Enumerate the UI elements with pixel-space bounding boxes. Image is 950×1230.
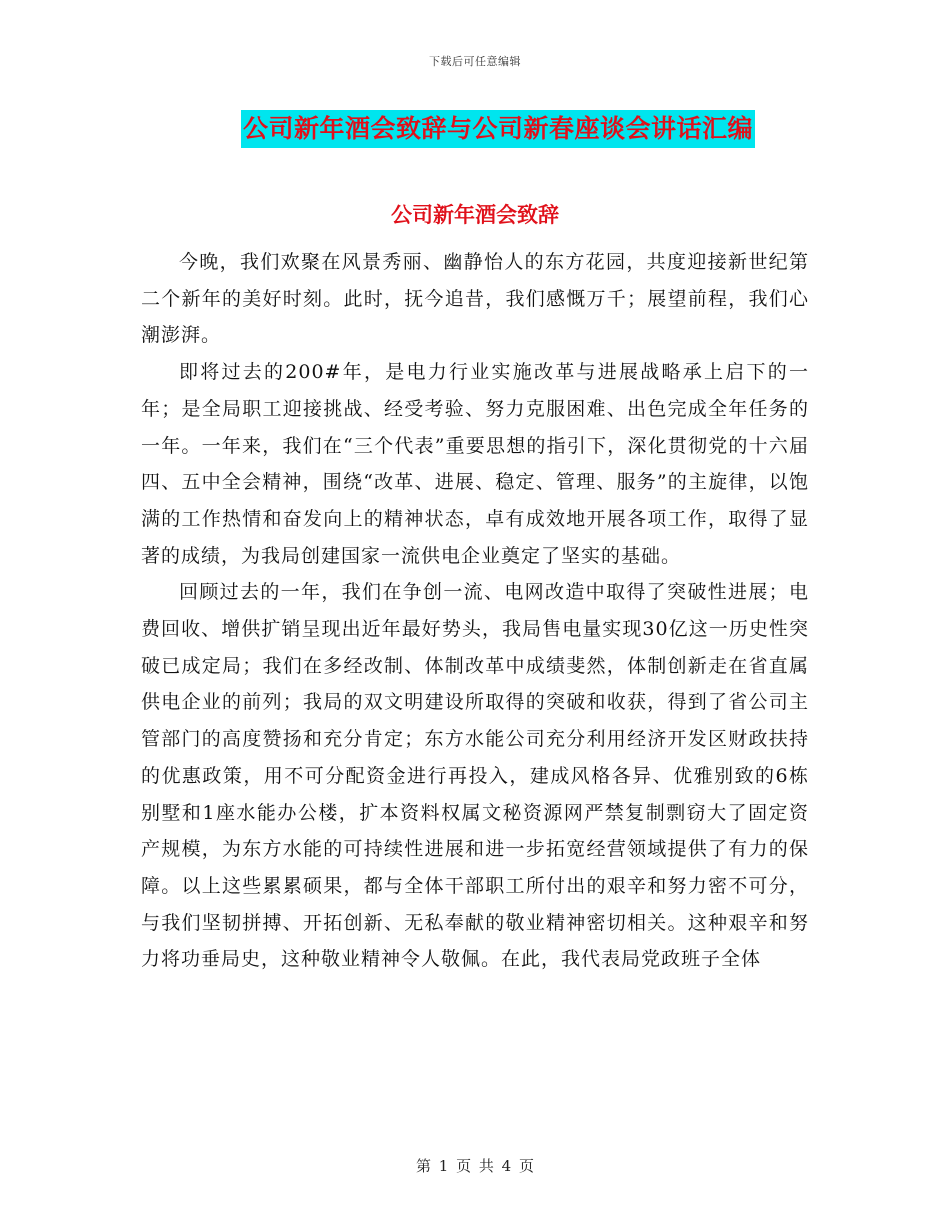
page-number: 第 1 页 共 4 页	[416, 1157, 534, 1175]
document-title: 公司新年酒会致辞与公司新春座谈会讲话汇编	[241, 110, 755, 148]
paragraph: 即将过去的200#年，是电力行业实施改革与进展战略承上启下的一年；是全局职工迎接挑战、经受考验、努力克服困难、出色完成全年任务的一年。一年来，我们在“三个代表”重要思想的指引下，深化贯彻党的十六届四、五中全会精神，围绕“改革、进展、稳定、管理、服务”的主旋律，以饱满的工作热情和奋发向上的精神状态，卓有成效地开展各项工作，取得了显著的成绩，为我局创建国家一流供电企业奠定了坚实的基础。	[141, 361, 809, 567]
paragraph: 回顾过去的一年，我们在争创一流、电网改造中取得了突破性进展；电费回收、增供扩销呈现出近年最好势头，我局售电量实现30亿这一历史性突破已成定局；我们在多经改制、体制改革中成绩斐然，体制创新走在省直属供电企业的前列；我局的双文明建设所取得的突破和收获，得到了省公司主管部门的高度赞扬和充分肯定；东方水能公司充分利用经济开发区财政扶持的优惠政策，用不可分配资金进行再投入，建成风格各异、优雅别致的6栋别墅和1座水能办公楼，扩本资料权属文秘资源网严禁复制剽窃大了固定资产规模，为东方水能的可持续性进展和进一步拓宽经营领域提供了有力的保障。以上这些累累硕果，都与全体干部职工所付出的艰辛和努力密不可分，与我们坚韧拼搏、开拓创新、无私奉献的敬业精神密切相关。这种艰辛和努力将功垂局史，这种敬业精神令人敬佩。在此，我代表局党政班子全体	[141, 581, 809, 971]
document-title-container	[0, 110, 950, 148]
page-header-note: 下载后可任意编辑	[429, 55, 521, 68]
document-body	[141, 244, 809, 978]
section-title: 公司新年酒会致辞	[391, 202, 559, 227]
paragraph: 今晚，我们欢聚在风景秀丽、幽静怡人的东方花园，共度迎接新世纪第二个新年的美好时刻。此时，抚今追昔，我们感慨万千；展望前程，我们心潮澎湃。	[141, 251, 809, 347]
